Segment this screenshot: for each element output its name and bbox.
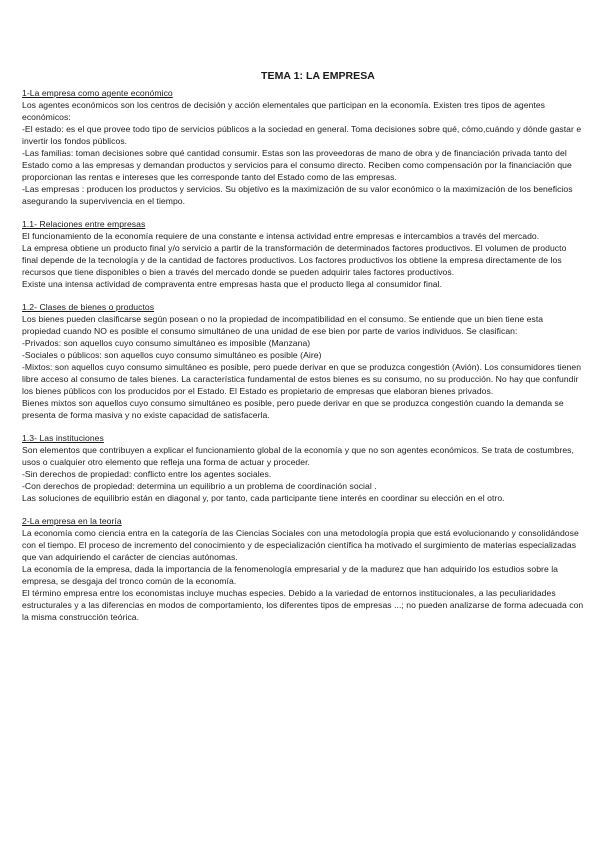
paragraph: -Mixtos: son aquellos cuyo consumo simultáneo es posible, pero puede derivar en que se produzca congestión (Avión). Los consumidores tienen libre acceso al consumo de tales bienes. La característica fundamental de estos bienes es su consumo, no su producción. No hay que confundir los bienes públicos con los producidos por el Estado. El Estado es propietario de empresas que elaboran bienes privados. bbox=[22, 362, 582, 396]
paragraph: -Con derechos de propiedad: determina un equilibrio a un problema de coordinación social . bbox=[22, 481, 377, 491]
paragraph: -Privados: son aquellos cuyo consumo simultáneo es imposible (Manzana) bbox=[22, 338, 311, 348]
section-empresa-agente-economico bbox=[22, 87, 584, 207]
paragraph: El funcionamiento de la economía requiere de una constante e intensa actividad entre empresas e intercambios a través del mercado. bbox=[22, 231, 540, 241]
paragraph: -Las empresas : producen los productos y servicios. Su objetivo es la maximización de su valor económico o la maximización de los beneficios asegurando la supervivencia en el tiempo. bbox=[22, 184, 573, 206]
paragraph: Las soluciones de equilibrio están en diagonal y, por tanto, cada participante tiene interés en coordinar su elección en el otro. bbox=[22, 493, 505, 503]
section-heading: 1.3- Las instituciones bbox=[22, 433, 104, 443]
section-clases-de-bienes bbox=[22, 301, 584, 421]
paragraph: -Sin derechos de propiedad: conflicto entre los agentes sociales. bbox=[22, 469, 272, 479]
paragraph: El término empresa entre los economistas incluye muchas especies. Debido a la variedad de entornos institucionales, a las peculiaridades estructurales y a las diferencias en modos de comportamiento, los diferentes tipos de empresas ...; no pueden analizarse de forma adecuada con la misma construcción teórica. bbox=[22, 588, 584, 622]
section-heading: 1-La empresa como agente económico bbox=[22, 88, 173, 98]
paragraph: Existe una intensa actividad de compraventa entre empresas hasta que el producto llega al consumidor final. bbox=[22, 279, 443, 289]
paragraph: -Sociales o públicos: son aquellos cuyo consumo simultáneo es posible (Aire) bbox=[22, 350, 322, 360]
paragraph: Los agentes económicos son los centros de decisión y acción elementales que participan en la economía. Existen tres tipos de agentes económicos: bbox=[22, 100, 546, 122]
section-heading: 2-La empresa en la teoría bbox=[22, 516, 122, 526]
paragraph: -Las familias: toman decisiones sobre qué cantidad consumir. Estas son las proveedoras de mano de obra y de financiación privada tanto del Estado como a las empresas y demandan productos y servicios para el consumo directo. Reciben como compensación por la financiación que proporcionan las rentas e intereses que les corresponde tanto del Estado como de las empresas. bbox=[22, 148, 572, 182]
paragraph: La economía como ciencia entra en la categoría de las Ciencias Sociales con una metodología propia que está evolucionando y consolidándose con el tiempo. El proceso de incremento del conocimiento y de especialización científica ha motivado el surgimiento de materias especializadas que van adquiriendo el carácter de ciencias autónomas. bbox=[22, 528, 579, 562]
section-relaciones-entre-empresas bbox=[22, 218, 584, 290]
document-title: TEMA 1: LA EMPRESA bbox=[261, 70, 375, 82]
section-heading: 1.2- Clases de bienes o productos bbox=[22, 302, 155, 312]
document-body bbox=[22, 70, 584, 634]
paragraph: -El estado: es el que provee todo tipo de servicios públicos a la sociedad en general. Toma decisiones sobre qué, cómo,cuándo y dónde gastar e invertir los fondos públicos. bbox=[22, 124, 582, 146]
paragraph: Bienes mixtos son aquellos cuyo consumo simultáneo es posible, pero puede derivar en que se produzca congestión cuando la demanda se presenta de forma masiva y no existe capacidad de satisfacerla. bbox=[22, 398, 564, 420]
paragraph: La empresa obtiene un producto final y/o servicio a partir de la transformación de determinados factores productivos. El volumen de producto final depende de la tecnología y de la cantidad de factores productivos. Los factores productivos los obtiene la empresa directamente de los recursos que tiene disponibles o bien a través del mercado donde se pueden adquirir tales factores productivos. bbox=[22, 243, 567, 277]
section-empresa-en-la-teoria bbox=[22, 515, 584, 623]
paragraph: Los bienes pueden clasificarse según posean o no la propiedad de incompatibilidad en el consumo. Se entiende que un bien tiene esta propiedad cuando NO es posible el consumo simultáneo de una unidad de ese bien por parte de varios individuos. Se clasifican: bbox=[22, 314, 544, 336]
section-instituciones bbox=[22, 432, 584, 504]
paragraph: Son elementos que contribuyen a explicar el funcionamiento global de la economía y que no son agentes económicos. Se trata de costumbres, usos o cualquier otro elemento que refleja una forma de actuar y proceder. bbox=[22, 445, 574, 467]
paragraph: La economía de la empresa, dada la importancia de la fenomenología empresarial y de la madurez que han adquirido los estudios sobre la empresa, se desgaja del tronco común de la economía. bbox=[22, 564, 559, 586]
section-heading: 1.1- Relaciones entre empresas bbox=[22, 219, 146, 229]
